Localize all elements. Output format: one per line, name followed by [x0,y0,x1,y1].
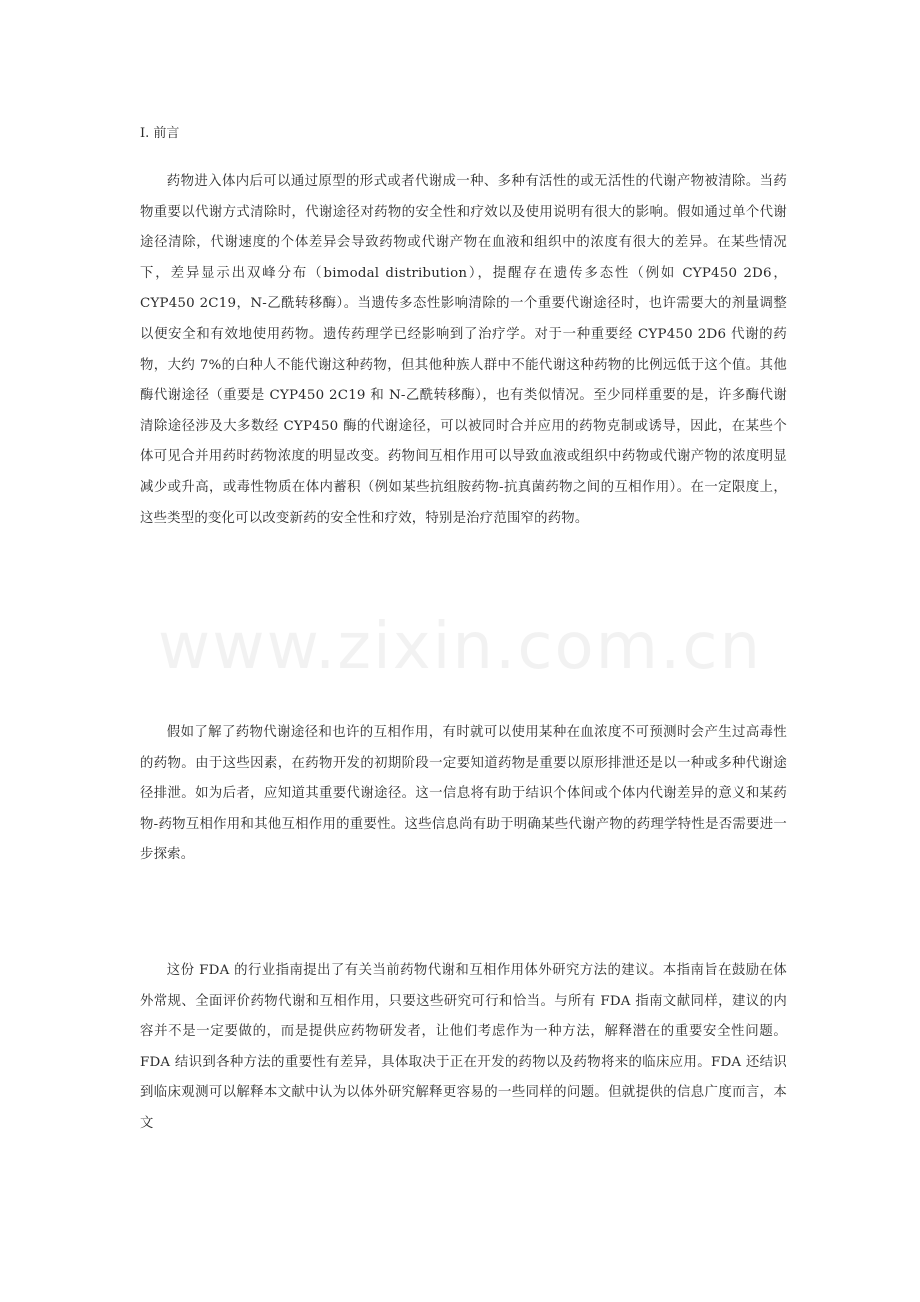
paragraph-metabolic-pathways: 假如了解了药物代谢途径和也许的互相作用，有时就可以使用某种在血浓度不可预测时会产生过高毒性的药物。由于这些因素，在药物开发的初期阶段一定要知道药物是重要以原形排泄还是以一种或多种代谢途径排泄。如为后者，应知道其重要代谢途径。这一信息将有助于结识个体间或个体内代谢差异的意义和某药物-药物互相作用和其他互相作用的重要性。这些信息尚有助于明确某些代谢产物的药理学特性是否需要进一步探索。 [140,725,787,863]
section-heading: I. 前言 [140,126,180,141]
paragraph-introduction: 药物进入体内后可以通过原型的形式或者代谢成一种、多种有活性的或无活性的代谢产物被清除。当药物重要以代谢方式清除时，代谢途径对药物的安全性和疗效以及使用说明有很大的影响。假如通过单个代谢途径清除，代谢速度的个体差异会导致药物或代谢产物在血液和组织中的浓度有很大的差异。在某些情况下，差异显示出双峰分布（bimodal distribution），提醒存在遗传多态性（例如 CYP450 2D6，CYP450 2C19，N-乙酰转移酶）。当遗传多态性影响清除的一个重要代谢途径时，也许需要大的剂量调整以便安全和有效地使用药物。遗传药理学已经影响到了治疗学。对于一种重要经 CYP450 2D6 代谢的药物，大约 7%的白种人不能代谢这种药物，但其他种族人群中不能代谢这种药物的比例远低于这个值。其他酶代谢途径（重要是 CYP450 2C19 和 N-乙酰转移酶），也有类似情况。至少同样重要的是，许多酶代谢清除途径涉及大多数经 CYP450 酶的代谢途径，可以被同时合并应用的药物克制或诱导，因此，在某些个体可见合并用药时药物浓度的明显改变。药物间互相作用可以导致血液或组织中药物或代谢产物的浓度明显减少或升高，或毒性物质在体内蓄积（例如某些抗组胺药物-抗真菌药物之间的互相作用）。在一定限度上，这些类型的变化可以改变新药的安全性和疗效，特别是治疗范围窄的药物。 [140,174,787,526]
watermark: www.zixin.com.cn [157,610,763,684]
paragraph-fda-guidance: 这份 FDA 的行业指南提出了有关当前药物代谢和互相作用体外研究方法的建议。本指南旨在鼓励在体外常规、全面评价药物代谢和互相作用，只要这些研究可行和恰当。与所有 FDA 指南文献同样，建议的内容并不是一定要做的，而是提供应药物研发者，让他们考虑作为一种方法，解释潜在的重要安全性问题。FDA 结识到各种方法的重要性有差异，具体取决于正在开发的药物以及药物将来的临床应用。FDA 还结识到临床观测可以解释本文献中认为以体外研究解释更容易的一些同样的问题。但就提供的信息广度而言，本文 [140,963,787,1131]
